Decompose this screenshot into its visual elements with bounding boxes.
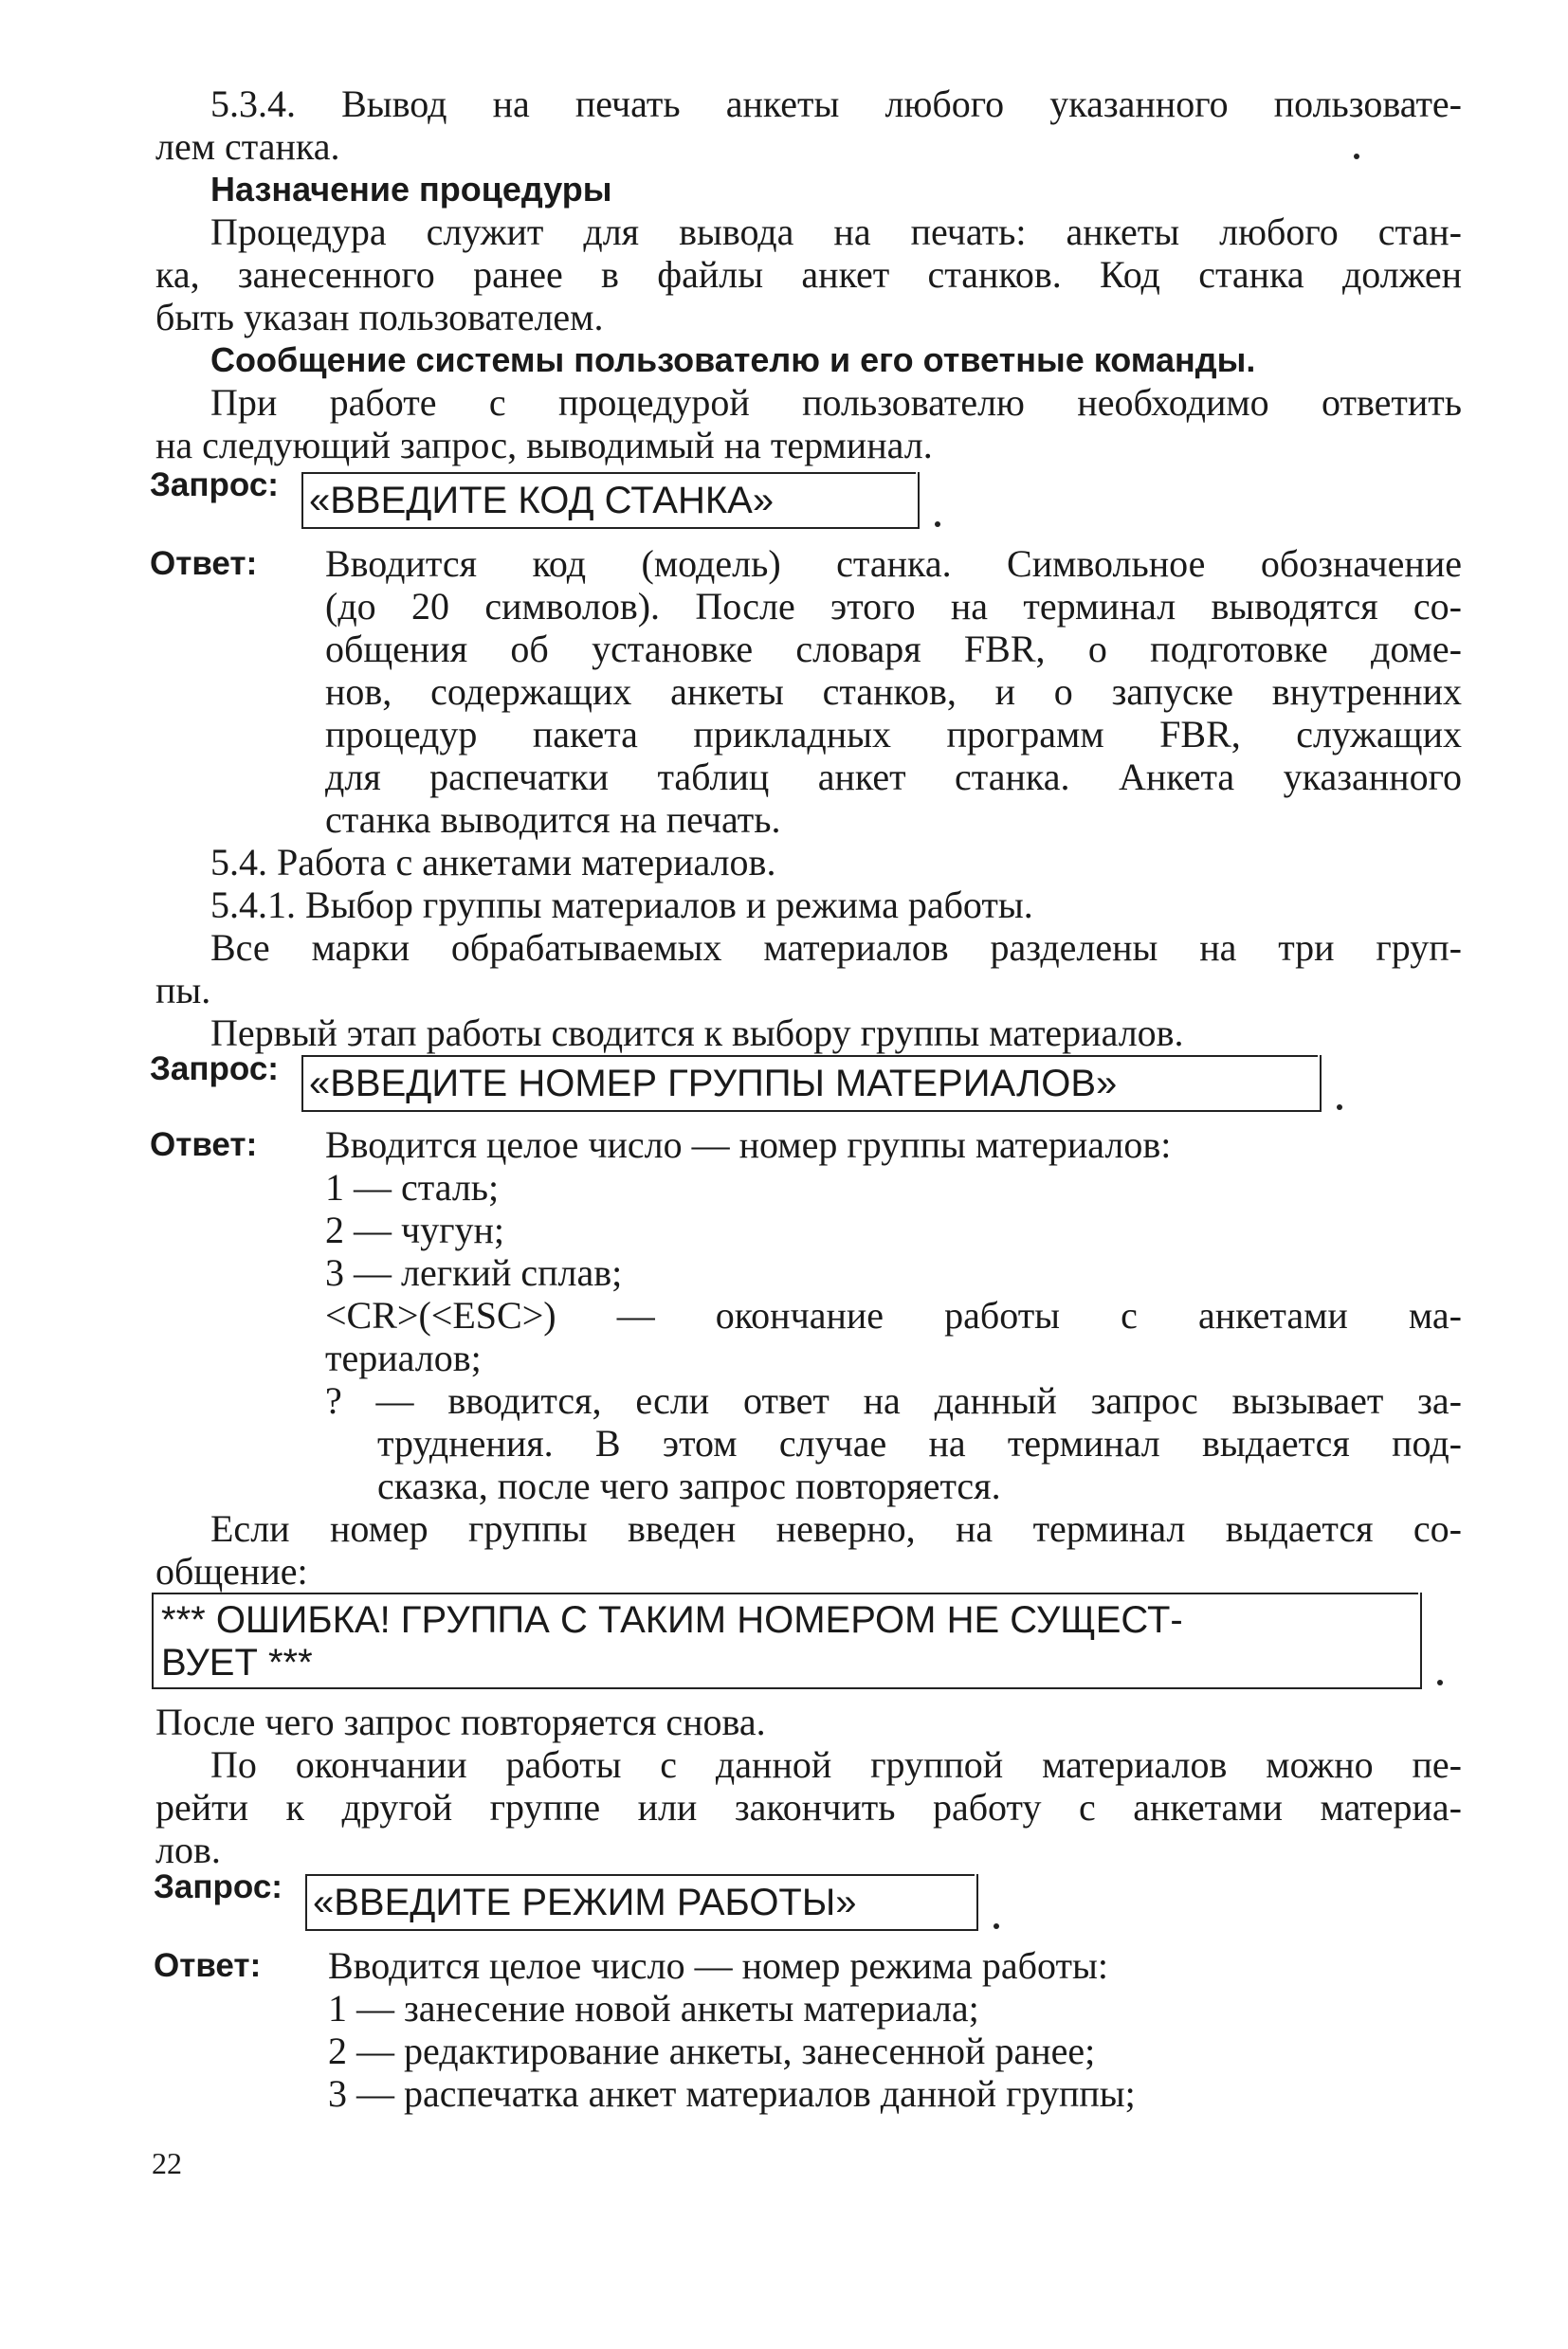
period [1437,1680,1443,1685]
answer-label: Ответ: [150,545,258,582]
answer2-option3: 3 — легкий сплав; [325,1251,623,1294]
period [1337,1104,1342,1110]
finish-line2: рейти к другой группе или закончить работу с анкетами материа- [155,1786,1462,1829]
purpose-line3: быть указан пользователем. [155,296,604,338]
answer1-line4: нов, содержащих анкеты станков, и о запуске внутренних [325,670,1462,713]
groups-intro-line1: Все марки обрабатываемых материалов разделены на три груп- [210,926,1462,969]
answer3-option3: 3 — распечатка анкет материалов данной группы; [328,2072,1136,2115]
answer2-help-line1: ? — вводится, если ответ на данный запрос вызывает за- [325,1379,1462,1422]
answer1-line5: процедур пакета прикладных программ FBR, служащих [325,713,1462,756]
error-message-line2: ВУЕТ *** [161,1642,313,1684]
request-group-text: «ВВЕДИТЕ НОМЕР ГРУППЫ МАТЕРИАЛОВ» [309,1063,1118,1104]
after-error: После чего запрос повторяется снова. [155,1701,766,1743]
answer2-cr-line2: териалов; [325,1337,482,1379]
section-5-3-4-line1: 5.3.4. Вывод на печать анкеты любого указанного пользовате- [210,82,1462,125]
answer3-intro: Вводится целое число — номер режима работы: [328,1944,1108,1987]
groups-intro-line2: пы. [155,969,211,1011]
section-5-4: 5.4. Работа с анкетами материалов. [210,841,776,883]
period [935,521,940,527]
answer2-option1: 1 — сталь; [325,1166,500,1209]
error-message-line1: *** ОШИБКА! ГРУППА С ТАКИМ НОМЕРОМ НЕ СУЩЕСТ- [161,1599,1183,1641]
page-number: 22 [152,2146,182,2180]
request-label: Запрос: [150,466,279,503]
answer1-line7: станка выводится на печать. [325,798,781,841]
wrong-group-line1: Если номер группы введен неверно, на терминал выдается со- [210,1507,1462,1550]
speck [1354,154,1359,159]
purpose-heading: Назначение процедуры [210,170,612,209]
messages-heading: Сообщение системы пользователю и его ответные команды. [210,340,1256,379]
answer2-cr-line1: <CR>(<ESC>) — окончание работы с анкетами ма- [325,1294,1462,1337]
finish-line1: По окончании работы с данной группой материалов можно пе- [210,1743,1462,1786]
request-label: Запрос: [154,1868,283,1905]
answer-label: Ответ: [150,1126,258,1163]
answer3-option1: 1 — занесение новой анкеты материала; [328,1987,979,2030]
answer1-line1: Вводится код (модель) станка. Символьное обозначение [325,542,1462,585]
answer1-line3: общения об установке словаря FBR, о подготовке доме- [325,628,1462,670]
answer-label: Ответ: [154,1947,262,1984]
request-code-text: «ВВЕДИТЕ КОД СТАНКА» [309,480,775,521]
request-label: Запрос: [150,1050,279,1087]
answer2-help-line3: сказка, после чего запрос повторяется. [377,1465,1001,1507]
wrong-group-line2: общение: [155,1550,308,1593]
request-mode-text: «ВВЕДИТЕ РЕЖИМ РАБОТЫ» [313,1882,857,1923]
answer2-option2: 2 — чугун; [325,1209,505,1251]
answer1-line2: (до 20 символов). После этого на терминал выводятся со- [325,585,1462,628]
period [994,1923,999,1929]
intro-line2: на следующий запрос, выводимый на терминал. [155,424,933,466]
answer1-line6: для распечатки таблиц анкет станка. Анкета указанного [325,756,1462,798]
purpose-line1: Процедура служит для вывода на печать: анкеты любого стан- [210,210,1462,253]
first-stage: Первый этап работы сводится к выбору группы материалов. [210,1011,1184,1054]
answer3-option2: 2 — редактирование анкеты, занесенной ранее; [328,2030,1096,2072]
answer2-intro: Вводится целое число — номер группы материалов: [325,1123,1172,1166]
answer2-help-line2: труднения. В этом случае на терминал выдается под- [377,1422,1462,1465]
purpose-line2: ка, занесенного ранее в файлы анкет станков. Код станка должен [155,253,1462,296]
section-5-4-1: 5.4.1. Выбор группы материалов и режима работы. [210,883,1033,926]
finish-line3: лов. [155,1829,221,1871]
intro-line1: При работе с процедурой пользователю необходимо ответить [210,381,1462,424]
section-5-3-4-line2: лем станка. [155,125,340,168]
